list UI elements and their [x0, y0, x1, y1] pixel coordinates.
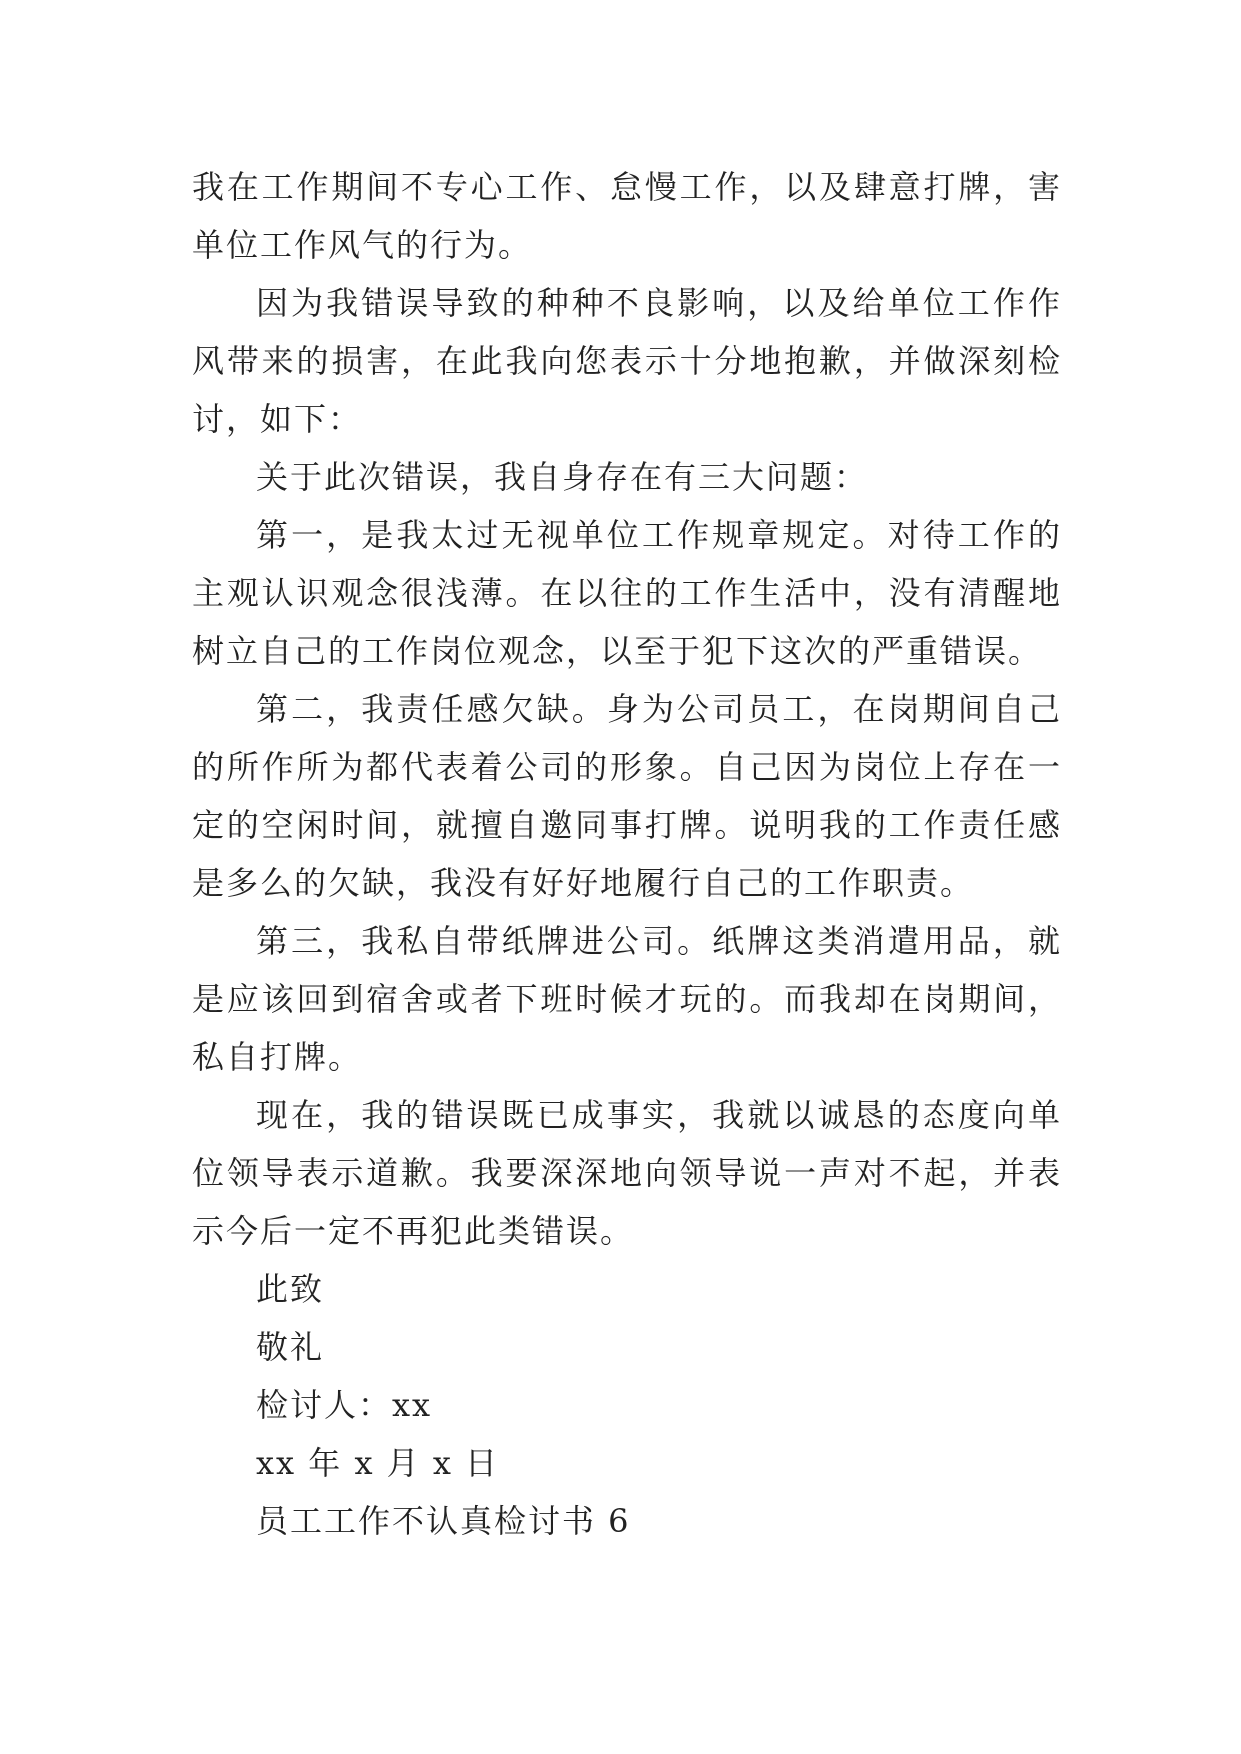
paragraph-continuation: 我在工作期间不专心工作、怠慢工作，以及肆意打牌，害单位工作风气的行为。	[192, 168, 1062, 264]
next-document-title: 员工工作不认真检讨书 6	[256, 1502, 631, 1540]
date-line: xx 年 x 月 x 日	[256, 1444, 500, 1482]
paragraph-problem-three: 第三，我私自带纸牌进公司。纸牌这类消遣用品，就是应该回到宿舍或者下班时候才玩的。而我却在岗期间，私自打牌。	[192, 922, 1062, 1076]
closing-salutation: 此致	[256, 1270, 325, 1308]
paragraph-problem-two: 第二，我责任感欠缺。身为公司员工，在岗期间自己的所作所为都代表着公司的形象。自己因为岗位上存在一定的空闲时间，就擅自邀同事打牌。说明我的工作责任感是多么的欠缺，我没有好好地履行自己的工作职责。	[192, 690, 1062, 902]
paragraph-apology: 因为我错误导致的种种不良影响，以及给单位工作作风带来的损害，在此我向您表示十分地抱歉，并做深刻检讨，如下：	[192, 284, 1062, 438]
paragraph-problems-intro: 关于此次错误，我自身存在有三大问题：	[256, 458, 869, 496]
paragraph-problem-one: 第一，是我太过无视单位工作规章规定。对待工作的主观认识观念很浅薄。在以往的工作生活中，没有清醒地树立自己的工作岗位观念，以至于犯下这次的严重错误。	[192, 516, 1062, 670]
signer-line: 检讨人：xx	[256, 1386, 433, 1424]
paragraph-conclusion: 现在，我的错误既已成事实，我就以诚恳的态度向单位领导表示道歉。我要深深地向领导说一声对不起，并表示今后一定不再犯此类错误。	[192, 1096, 1062, 1250]
document-body	[192, 158, 1062, 1550]
closing-regards: 敬礼	[256, 1328, 325, 1366]
